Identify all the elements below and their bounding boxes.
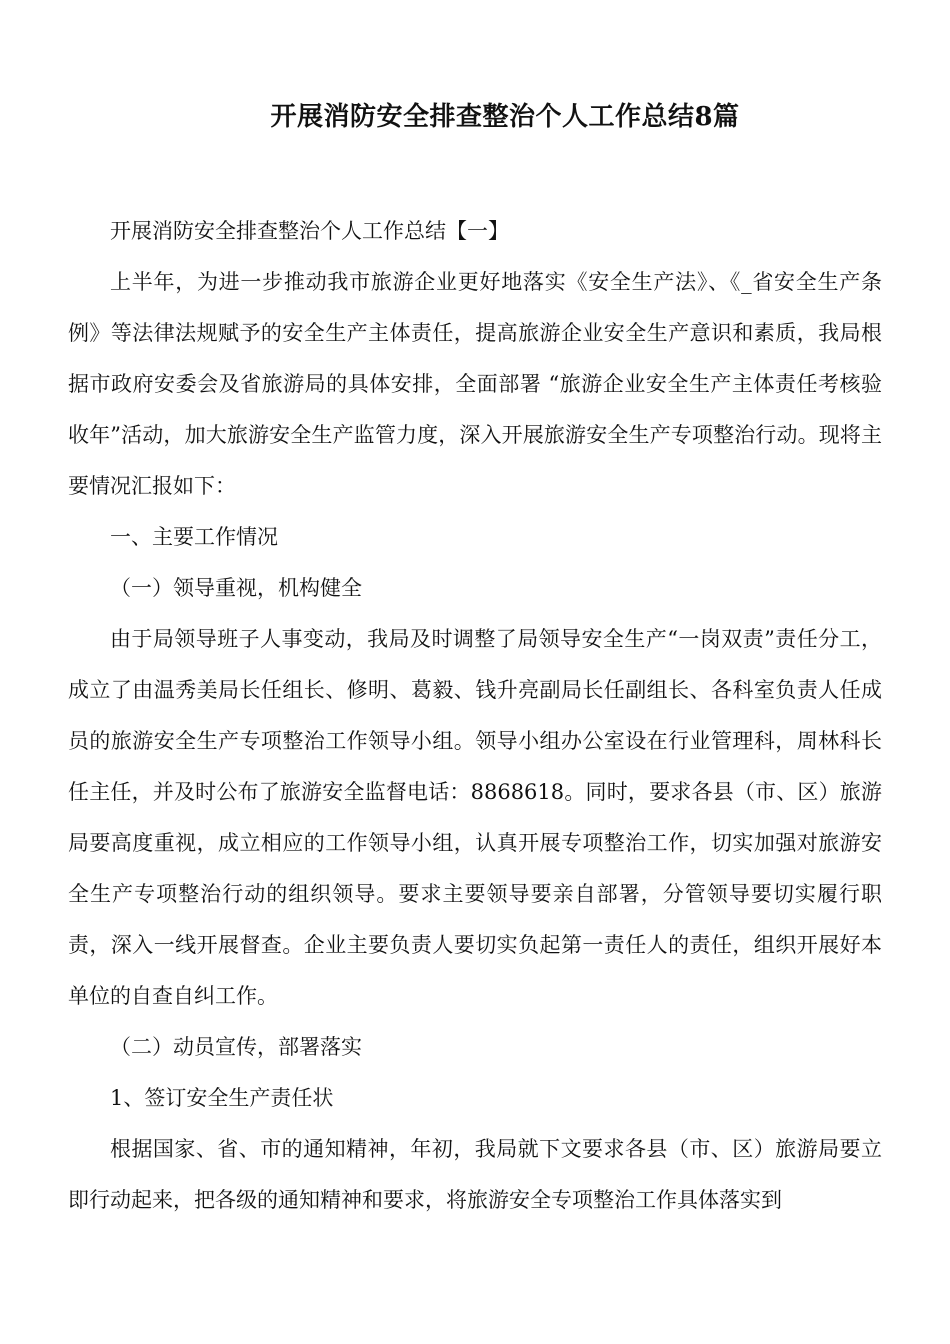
paragraph-leadership: 由于局领导班子人事变动，我局及时调整了局领导安全生产“一岗双责”责任分工，成立了由温秀美局长任组长、修明、葛毅、钱升亮副局长任副组长、各科室负责人任成员的旅游安全生产专项整治工作领导小组。领导小组办公室设在行业管理科，周林科长任主任，并及时公布了旅游安全监督电话：8868618。同时，要求各县（市、区）旅游局要高度重视，成立相应的工作领导小组，认真开展专项整治工作，切实加强对旅游安全生产专项整治行动的组织领导。要求主要领导要亲自部署，分管领导要切实履行职责，深入一线开展督查。企业主要负责人要切实负起第一责任人的责任，组织开展好本单位的自查自纠工作。 [68,627,882,1008]
paragraph-intro: 上半年，为进一步推动我市旅游企业更好地落实《安全生产法》、《_省安全生产条例》等法律法规赋予的安全生产主体责任，提高旅游企业安全生产意识和素质，我局根据市政府安委会及省旅游局的具体安排，全面部署 “旅游企业安全生产主体责任考核验收年”活动，加大旅游安全生产监管力度，深入开展旅游安全生产专项整治行动。现将主要情况汇报如下： [68,270,882,498]
heading-main-work: 一、主要工作情况 [110,525,278,549]
heading-mobilization: （二）动员宣传，部署落实 [110,1035,362,1059]
heading-responsibility: 1、签订安全生产责任状 [110,1086,334,1110]
paragraph-responsibility: 根据国家、省、市的通知精神，年初，我局就下文要求各县（市、区）旅游局要立即行动起来，把各级的通知精神和要求，将旅游安全专项整治工作具体落实到 [68,1137,882,1212]
section-heading-article-1: 开展消防安全排查整治个人工作总结【一】 [110,219,509,243]
document-body [68,206,882,1226]
document-title: 开展消防安全排查整治个人工作总结8篇 [270,102,740,132]
heading-leadership: （一）领导重视，机构健全 [110,576,362,600]
